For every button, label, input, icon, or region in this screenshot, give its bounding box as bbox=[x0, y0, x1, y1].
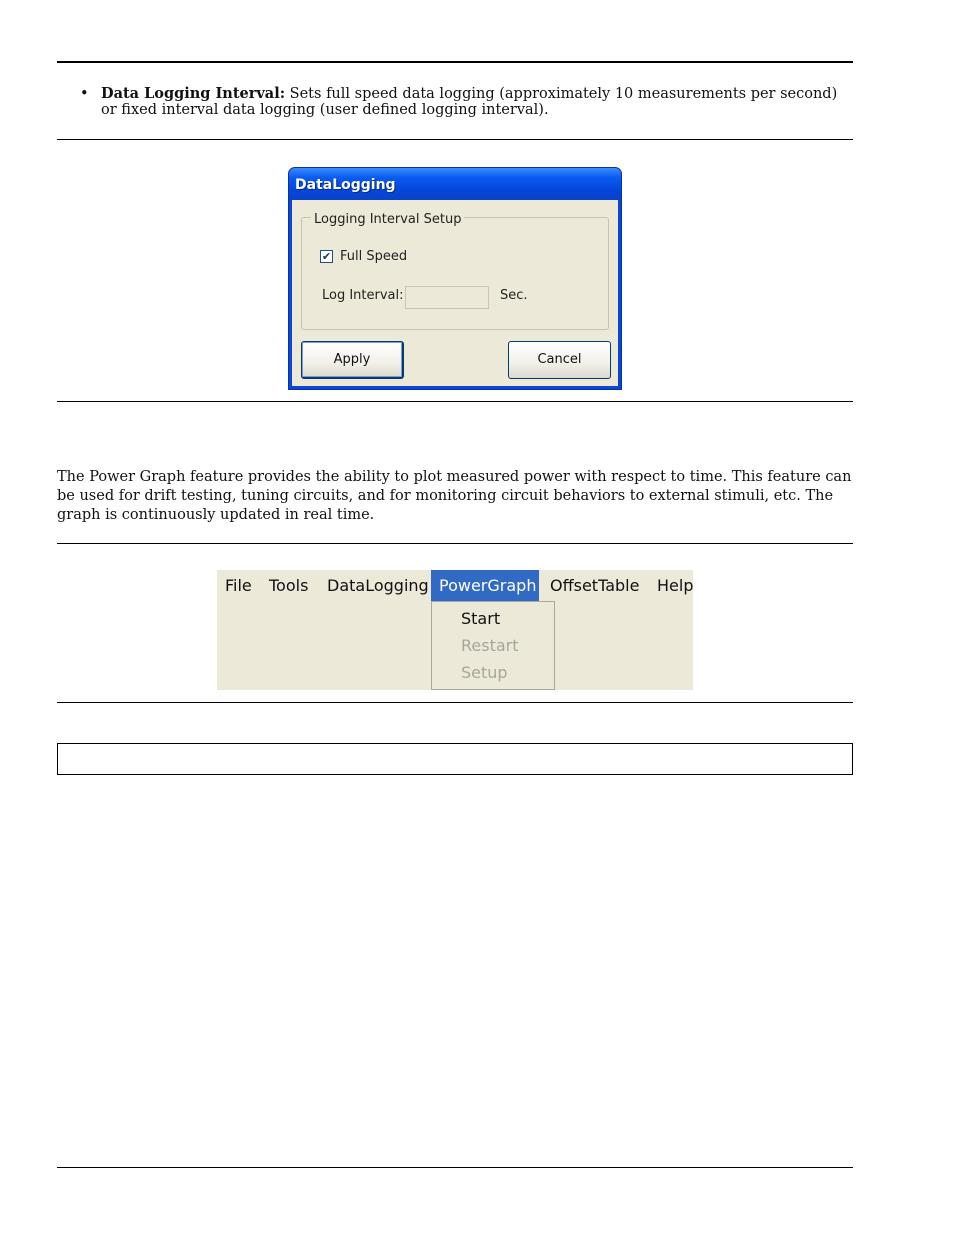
log-interval-label: Log Interval: bbox=[322, 288, 404, 303]
menu-screenshot bbox=[217, 570, 693, 690]
menu-powergraph[interactable]: PowerGraph bbox=[431, 570, 539, 601]
logging-interval-groupbox bbox=[301, 217, 609, 330]
menu-tools[interactable]: Tools bbox=[269, 576, 309, 595]
menu-offsettable[interactable]: OffsetTable bbox=[550, 576, 640, 595]
bullet-text bbox=[101, 86, 846, 118]
menu-bar bbox=[217, 570, 693, 601]
power-graph-paragraph: The Power Graph feature provides the ability to plot measured power with respect to time. This feature can be used for drift testing, tuning circuits, and for monitoring circuit behaviors to external stimuli, etc. The graph is continuously updated in real time. bbox=[57, 469, 852, 523]
log-interval-input[interactable] bbox=[405, 286, 489, 309]
figure-rule-bottom bbox=[57, 401, 853, 402]
bullet-marker: • bbox=[80, 86, 89, 102]
menu-datalogging[interactable]: DataLogging bbox=[327, 576, 429, 595]
powergraph-dropdown bbox=[431, 601, 555, 690]
dropdown-item-setup[interactable]: Setup bbox=[461, 663, 508, 682]
cancel-button[interactable]: Cancel bbox=[508, 341, 611, 379]
dialog-title: DataLogging bbox=[295, 177, 396, 193]
full-speed-label[interactable]: Full Speed bbox=[340, 249, 408, 264]
sec-unit-label: Sec. bbox=[500, 288, 528, 303]
empty-note-box bbox=[57, 743, 853, 775]
menu-file[interactable]: File bbox=[225, 576, 252, 595]
bullet-description: Sets full speed data logging (approximately 10 measurements per second) or fixed interval data logging (user defined logging interval). bbox=[101, 86, 838, 118]
bullet-term: Data Logging Interval: bbox=[101, 85, 286, 102]
dropdown-item-restart[interactable]: Restart bbox=[461, 636, 519, 655]
top-rule bbox=[57, 61, 853, 63]
figure-rule-top bbox=[57, 139, 853, 140]
group-label: Logging Interval Setup bbox=[311, 212, 464, 227]
datalogging-dialog bbox=[288, 167, 622, 390]
full-speed-checkbox[interactable]: ✔ bbox=[321, 250, 332, 263]
menu-help[interactable]: Help bbox=[657, 576, 694, 595]
apply-button[interactable]: Apply bbox=[301, 341, 404, 379]
figure2-rule-bottom bbox=[57, 702, 853, 703]
dropdown-item-start[interactable]: Start bbox=[461, 609, 501, 628]
footer-rule bbox=[57, 1167, 853, 1168]
dialog-body bbox=[292, 200, 618, 386]
dialog-title-bar[interactable] bbox=[289, 168, 621, 200]
figure2-rule-top bbox=[57, 543, 853, 544]
